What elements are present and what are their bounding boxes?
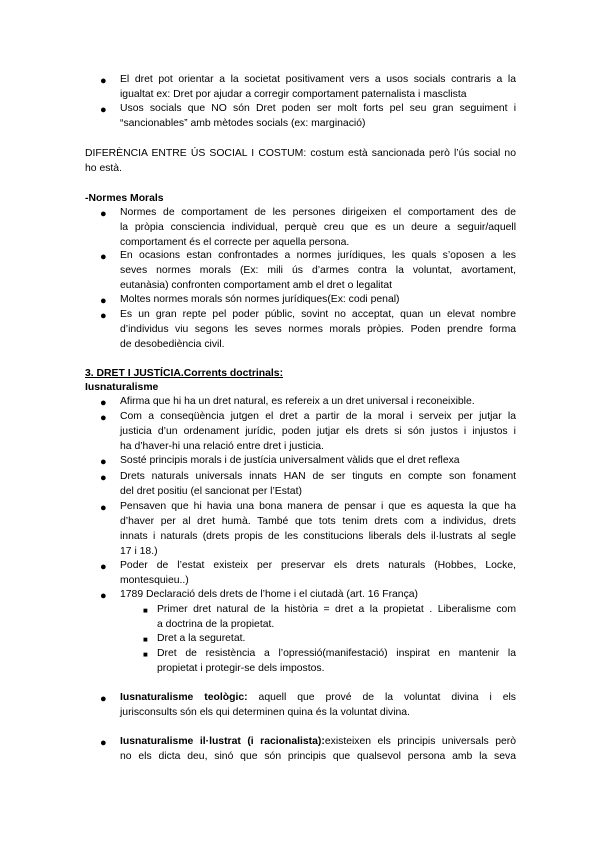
bullet-dot: ● — [100, 693, 107, 705]
bullet-dot: ● — [100, 295, 107, 307]
text-line: del dret positiu (el sancionat per l’Estat) — [120, 486, 302, 497]
sub-bullet-square: ■ — [143, 650, 148, 659]
text-line: de desobediència civil. — [120, 339, 225, 350]
bullet-dot: ● — [100, 502, 107, 514]
sub-bullet-square: ■ — [143, 606, 148, 615]
text-line: Moltes normes morals són normes jurídiques(Ex: codi penal) — [120, 294, 400, 305]
text-line: Normes de comportament de les persones dirigeixen el comportament des de — [120, 207, 516, 218]
bullet-dot: ● — [100, 251, 107, 263]
bullet-dot: ● — [100, 456, 107, 468]
text-line: d’haver per al dret humà. També que tots tenim drets com a individus, drets — [120, 516, 516, 527]
text-line: Dret de resistència a l’opressió(manifestació) inspirat en mantenir la — [157, 648, 516, 659]
text-line: Drets naturals universals innats HAN de ser tinguts en compte son fonament — [120, 471, 516, 482]
bullet-dot: ● — [100, 208, 107, 220]
text-line: no els dicta deu, sinó que són principis que qualsevol persona amb la seva — [120, 751, 516, 762]
bullet-dot: ● — [100, 104, 107, 116]
bullet-dot: ● — [100, 590, 107, 602]
text-line: Iusnaturalisme teològic: aquell que prové de la voluntat divina i els — [120, 692, 516, 703]
text-line: eutanàsia) confronten comportament amb el dret o legalitat — [120, 280, 393, 291]
bullet-dot: ● — [100, 472, 107, 484]
bullet-dot: ● — [100, 737, 107, 749]
text-line: Com a conseqüència jutgen el dret a partir de la moral i serveix per jutjar la — [120, 411, 516, 422]
text-line: ho està. — [85, 163, 122, 174]
text-line: d’individus viu segons les seves normes morals pròpies. Poden prendre forma — [120, 324, 516, 335]
text-line: montesquieu..) — [120, 575, 189, 586]
section-title: -Normes Morals — [85, 193, 164, 204]
text-line: El dret pot orientar a la societat positivament vers a usos socials contraris a la — [120, 74, 516, 85]
text-line: Poder de l’estat existeix per preservar els drets naturals (Hobbes, Locke, — [120, 560, 516, 571]
text-line: la pròpia consciencia individual, perquè creu que es un deure a seguir/aquell — [120, 222, 516, 233]
bullet-dot: ● — [100, 412, 107, 424]
section-subheading: Iusnaturalisme — [85, 382, 159, 393]
text-line: “sancionables” amb mètodes socials (ex: marginació) — [120, 118, 366, 129]
bullet-dot: ● — [100, 397, 107, 409]
text-line: En ocasions estan confrontades a normes jurídiques, les quals s’oposen a les — [120, 250, 516, 261]
text-line: 1789 Declaració dels drets de l’home i el ciutadà (art. 16 França) — [120, 589, 419, 600]
text-line: propietat i protegir-se dels impostos. — [157, 663, 325, 674]
section-heading: 3. DRET I JUSTÍCIA.Corrents doctrinals: — [85, 368, 284, 379]
text-line: Sosté principis morals i de justícia universalment vàlids que el dret reflexa — [120, 455, 460, 466]
text-line: seves normes morals (Ex: mili ús d’armes contra la voluntat, avortament, — [120, 265, 516, 276]
text-line: DIFERÈNCIA ENTRE ÚS SOCIAL I COSTUM: costum està sancionada però l’ús social no — [85, 148, 516, 159]
bullet-dot: ● — [100, 310, 107, 322]
sub-bullet-square: ■ — [143, 635, 148, 644]
text-line: Iusnaturalisme il·lustrat (i racionalista):existeixen els principis universals però — [120, 736, 516, 747]
text-line: Dret a la seguretat. — [157, 633, 246, 644]
text-line: Usos socials que NO són Dret poden ser molt forts pel seu gran seguiment i — [120, 103, 516, 114]
text-line: Pensaven que hi havia una bona manera de pensar i que es aquesta la que ha — [120, 501, 516, 512]
text-line: justicia d’un ordenament jurídic, poden jutjar els drets si són justos i injustos i — [120, 426, 516, 437]
text-line: ha d’haver-hi una relació entre dret i justicia. — [120, 441, 324, 452]
text-line: a doctrina de la propietat. — [157, 619, 275, 630]
text-line: Es un gran repte pel poder públic, sovint no acceptat, quan un elevat nombre — [120, 309, 516, 320]
text-line: Primer dret natural de la història = dret a la propietat . Liberalisme com — [157, 604, 516, 615]
bullet-dot: ● — [100, 75, 107, 87]
text-line: innats i naturals (drets propis de les constitucions liberals dels il·lustrats al segle — [120, 531, 516, 542]
bullet-dot: ● — [100, 561, 107, 573]
text-line: Afirma que hi ha un dret natural, es refereix a un dret universal i reconeixible. — [120, 396, 475, 407]
text-line: comportament és el correcte per aquella persona. — [120, 237, 350, 248]
text-line: igualtat ex: Dret por ajudar a corregir comportament paternalista i masclista — [120, 89, 467, 100]
text-line: jurisconsults són els qui determinen quina és la voluntat divina. — [120, 707, 410, 718]
text-line: 17 i 18.) — [120, 546, 158, 557]
